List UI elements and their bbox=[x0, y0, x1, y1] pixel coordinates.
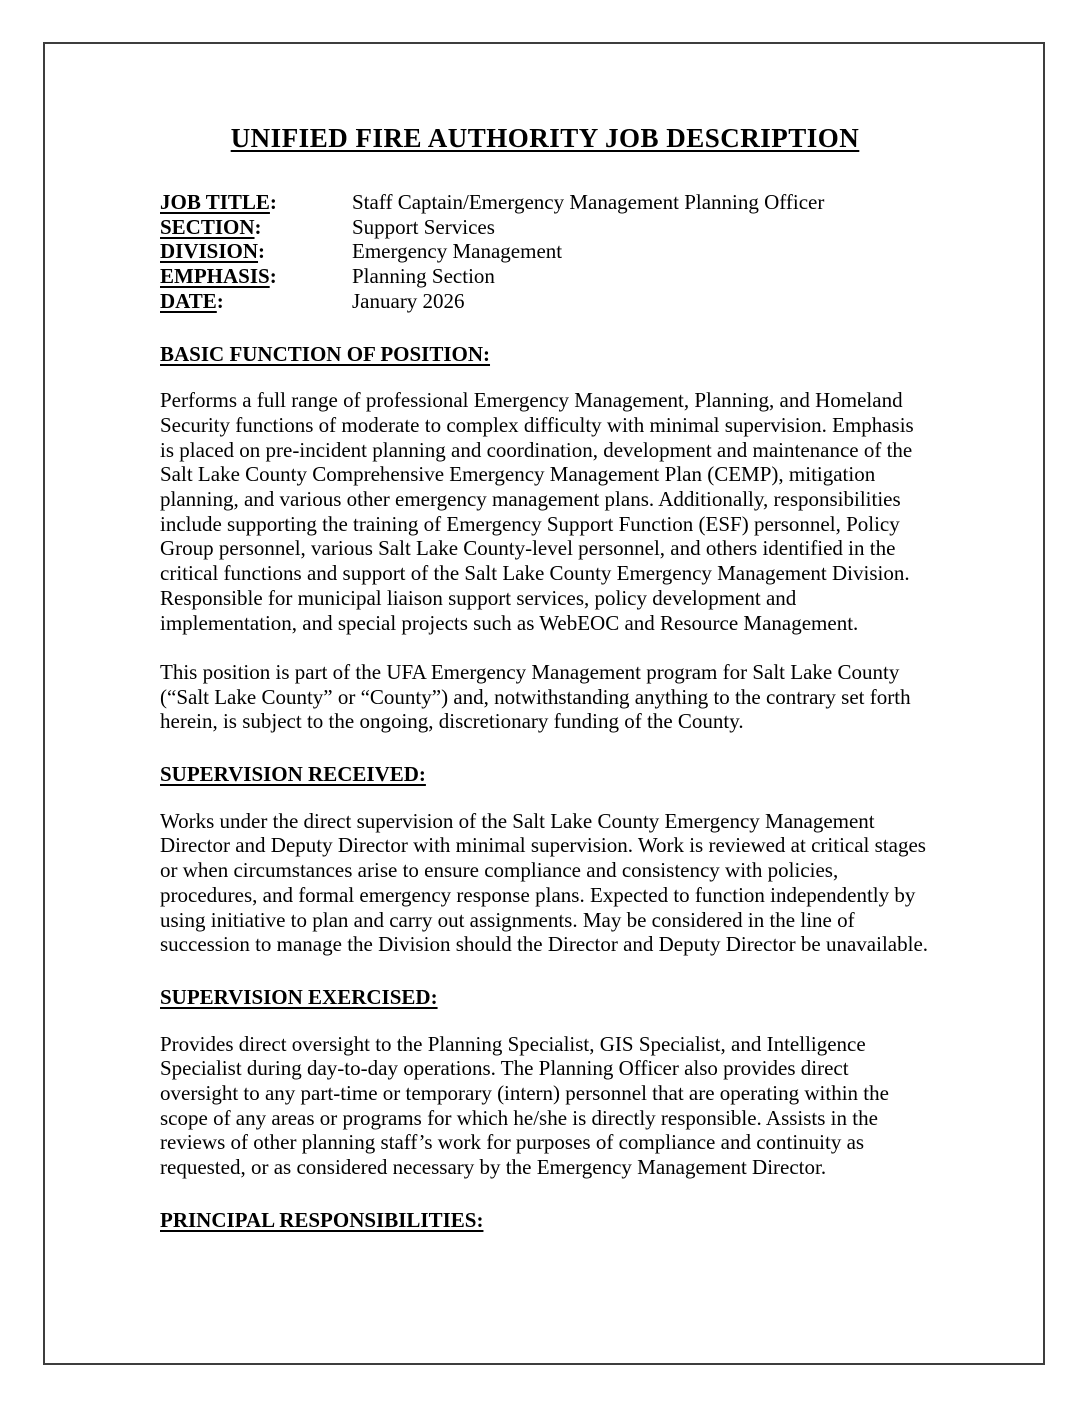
section-basic-function bbox=[160, 342, 930, 735]
meta-value-division: Emergency Management bbox=[352, 239, 563, 264]
meta-label-date: DATE: bbox=[160, 288, 224, 313]
meta-colon: : bbox=[216, 288, 224, 313]
meta-label-division: DIVISION: bbox=[160, 239, 266, 264]
meta-label-job-title: JOB TITLE: bbox=[160, 190, 277, 214]
paragraph-basic-function-2: This position is part of the UFA Emergency Management program for Salt Lake County (“Salt Lake County” or “County”) and, notwithstanding anything to the contrary set forth herein, is subject to the ongoing, discretionary funding of the County. bbox=[160, 659, 911, 734]
meta-value-emphasis: Planning Section bbox=[352, 264, 495, 289]
meta-row-section bbox=[160, 215, 930, 240]
meta-value-date: January 2026 bbox=[352, 288, 465, 313]
page-border-frame bbox=[43, 42, 1045, 1365]
document-title: UNIFIED FIRE AUTHORITY JOB DESCRIPTION bbox=[230, 123, 860, 153]
meta-colon: : bbox=[258, 239, 266, 264]
section-principal-responsibilities bbox=[160, 1208, 930, 1233]
meta-colon: : bbox=[269, 264, 277, 289]
meta-colon: : bbox=[254, 214, 262, 239]
section-heading-supervision-received: SUPERVISION RECEIVED: bbox=[160, 762, 426, 787]
meta-label-section: SECTION: bbox=[160, 214, 262, 239]
meta-row-division bbox=[160, 239, 930, 264]
paragraph-supervision-received: Works under the direct supervision of the Salt Lake County Emergency Management Director and Deputy Director with minimal supervision. Work is reviewed at critical stages or when circumstances arise to ensure compliance and consistency with policies, procedures, and formal emergency response plans. Expected to function independently by using initiative to plan and carry out assignments. May be considered in the line of succession to manage the Division should the Director and Deputy Director be unavailable. bbox=[160, 808, 929, 957]
paragraph-basic-function-1: Performs a full range of professional Emergency Management, Planning, and Homeland Security functions of moderate to complex difficulty with minimal supervision. Emphasis is placed on pre-incident planning and coordination, development and maintenance of the Salt Lake County Comprehensive Emergency Management Plan (CEMP), mitigation planning, and various other emergency management plans. Additionally, responsibilities include supporting the training of Emergency Support Function (ESF) personnel, Policy Group personnel, various Salt Lake County-level personnel, and others identified in the critical functions and support of the Salt Lake County Emergency Management Division. Responsible for municipal liaison support services, policy development and implementation, and special projects such as WebEOC and Resource Management. bbox=[160, 388, 914, 635]
meta-row-date bbox=[160, 289, 930, 314]
meta-row-emphasis bbox=[160, 264, 930, 289]
section-heading-basic-function: BASIC FUNCTION OF POSITION: bbox=[160, 341, 491, 366]
meta-colon: : bbox=[269, 190, 277, 214]
section-supervision-exercised bbox=[160, 985, 930, 1180]
paragraph-supervision-exercised: Provides direct oversight to the Planning Specialist, GIS Specialist, and Intelligence Specialist during day-to-day operations. The Planning Officer also provides direct oversight to any part-time or temporary (intern) personnel that are operating within the scope of any areas or programs for which he/she is directly responsible. Assists in the reviews of other planning staff’s work for purposes of compliance and continuity as requested, or as considered necessary by the Emergency Management Director. bbox=[160, 1031, 889, 1180]
meta-row-job-title bbox=[160, 190, 930, 215]
section-supervision-received bbox=[160, 762, 930, 957]
meta-value-job-title: Staff Captain/Emergency Management Planning Officer bbox=[352, 190, 825, 214]
section-heading-principal-responsibilities: PRINCIPAL RESPONSIBILITIES: bbox=[160, 1207, 484, 1232]
section-heading-supervision-exercised: SUPERVISION EXERCISED: bbox=[160, 984, 438, 1009]
job-meta-block bbox=[160, 190, 930, 314]
meta-label-emphasis: EMPHASIS: bbox=[160, 264, 277, 289]
meta-value-section: Support Services bbox=[352, 214, 495, 239]
